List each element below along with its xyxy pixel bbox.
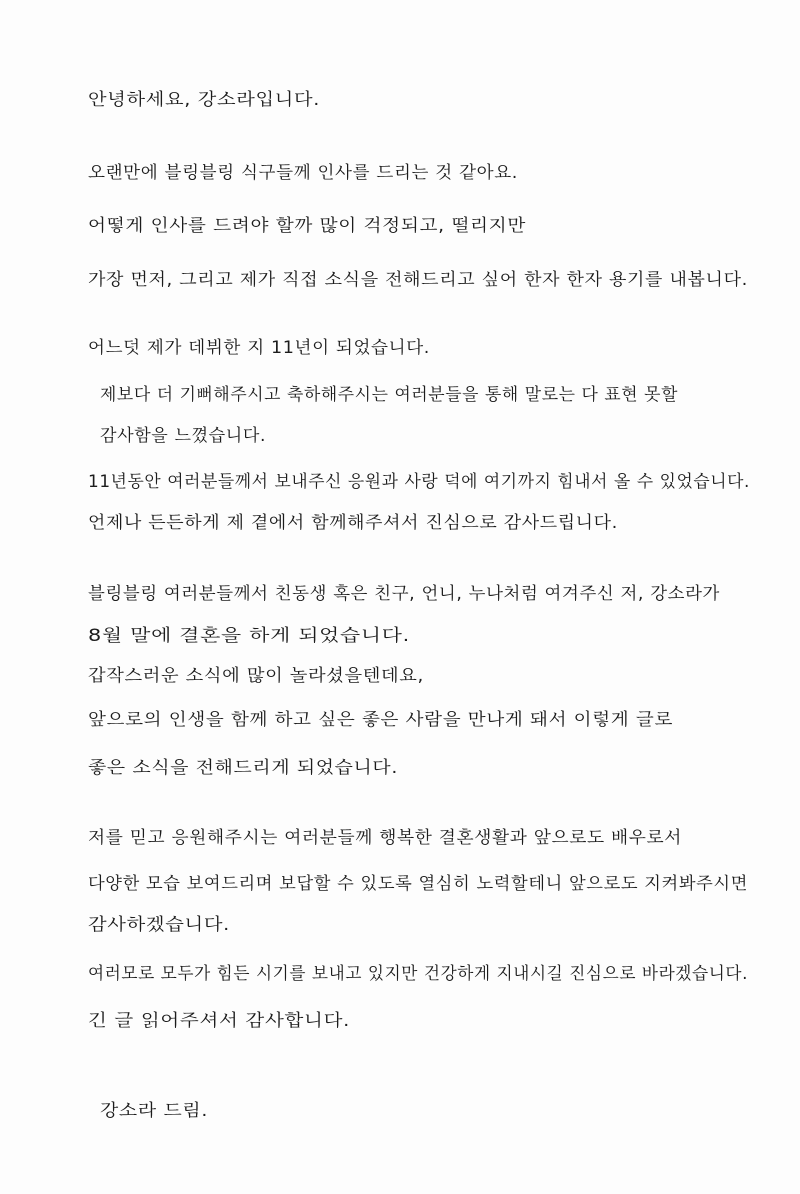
letter-line: 긴 글 읽어주셔서 감사합니다. [88, 1011, 350, 1031]
letter-line: 8월 말에 결혼을 하게 되었습니다. [88, 626, 410, 646]
letter-line: 다양한 모습 보여드리며 보답할 수 있도록 열심히 노력할테니 앞으로도 지켜봐주시면 [88, 874, 748, 894]
greeting-line: 안녕하세요, 강소라입니다. [88, 90, 320, 110]
signature-line: 강소라 드림. [100, 1101, 208, 1121]
letter-line: 제보다 더 기뻐해주시고 축하해주시는 여러분들을 통해 말로는 다 표현 못할 [100, 385, 678, 405]
letter-line: 가장 먼저, 그리고 제가 직접 소식을 전해드리고 싶어 한자 한자 용기를 내봅니다. [88, 270, 748, 290]
letter-line: 감사하겠습니다. [88, 915, 230, 935]
letter-line: 11년동안 여러분들께서 보내주신 응원과 사랑 덕에 여기까지 힘내서 올 수 있었습니다. [88, 472, 750, 492]
letter-line: 여러모로 모두가 힘든 시기를 보내고 있지만 건강하게 지내시길 진심으로 바라겠습니다. [88, 964, 748, 984]
letter-line: 저를 믿고 응원해주시는 여러분들께 행복한 결혼생활과 앞으로도 배우로서 [88, 828, 682, 848]
letter-line: 어떻게 인사를 드려야 할까 많이 걱정되고, 떨리지만 [88, 216, 526, 236]
letter-line: 블링블링 여러분들께서 친동생 혹은 친구, 언니, 누나처럼 여겨주신 저, 강소라가 [88, 584, 720, 604]
letter-line: 어느덧 제가 데뷔한 지 11년이 되었습니다. [88, 338, 430, 358]
letter-line: 언제나 든든하게 제 곁에서 함께해주셔서 진심으로 감사드립니다. [88, 513, 618, 533]
letter-line: 감사함을 느꼈습니다. [100, 426, 266, 446]
letter-line: 갑작스러운 소식에 많이 놀라셨을텐데요, [88, 666, 424, 686]
letter-line: 좋은 소식을 전해드리게 되었습니다. [88, 758, 398, 778]
letter-line: 앞으로의 인생을 함께 하고 싶은 좋은 사람을 만나게 돼서 이렇게 글로 [88, 710, 673, 730]
letter-line: 오랜만에 블링블링 식구들께 인사를 드리는 것 같아요. [88, 163, 518, 183]
